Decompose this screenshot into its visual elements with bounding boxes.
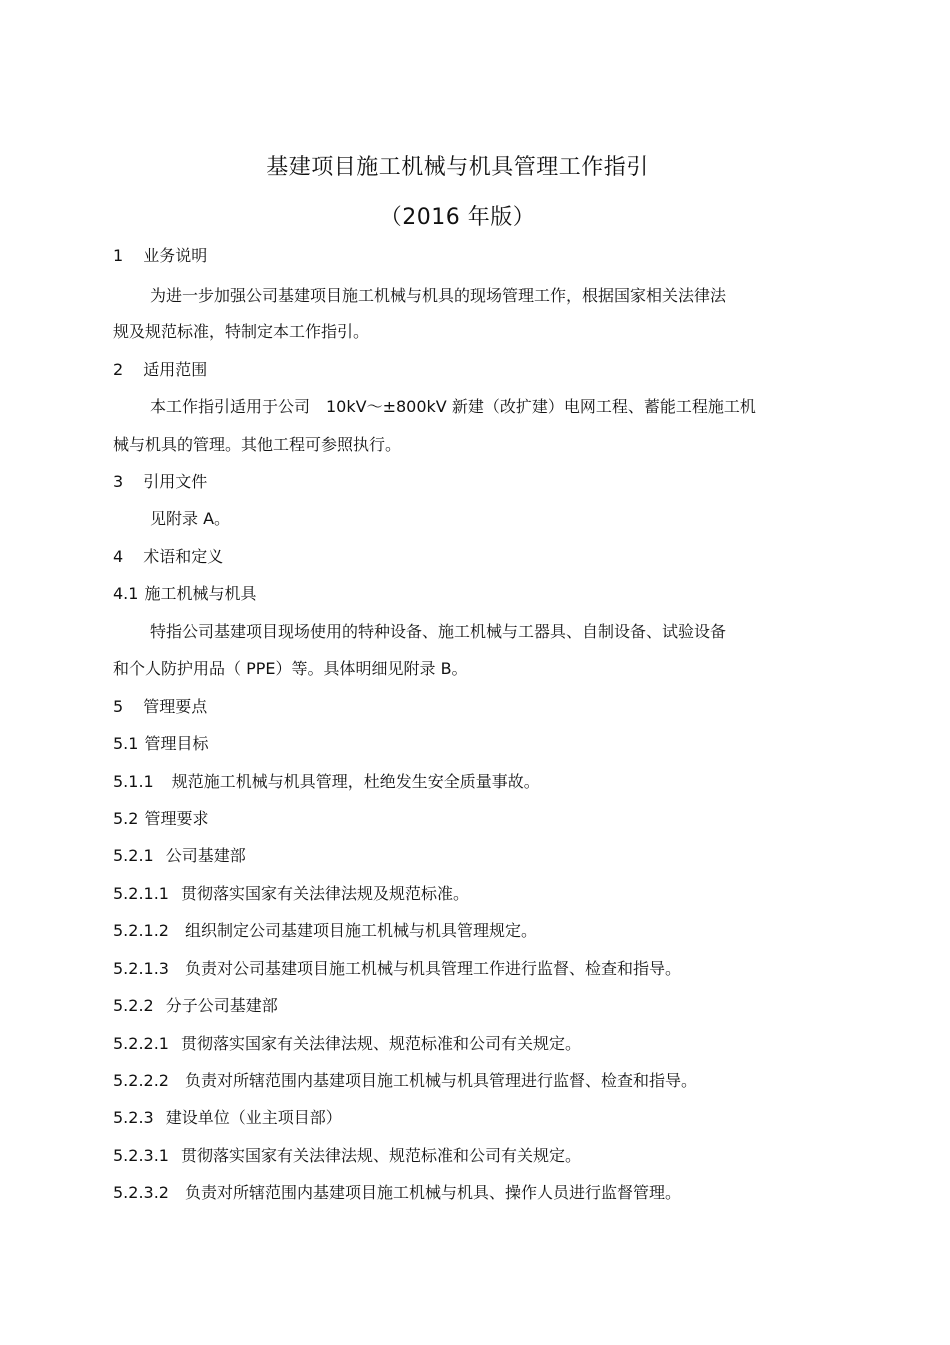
clause-text: 贯彻落实国家有关法律法规、规范标准和公司有关规定。 [180,1034,581,1053]
clause-number: 5.2.1.1 [113,884,169,903]
section-heading [113,360,207,380]
section-title: 管理要点 [143,697,208,716]
clause-text: 组织制定公司基建项目施工机械与机具管理规定。 [184,921,537,940]
paragraph-line: 械与机具的管理。其他工程可参照执行。 [113,435,402,454]
clause-number: 5.2.1.2 [113,921,169,940]
paragraph-line: 规及规范标准，特制定本工作指引。 [113,322,370,341]
section-heading [113,547,223,567]
clause-number: 5.2.2.1 [113,1034,169,1053]
clause-number: 5.2.3.2 [113,1183,169,1202]
paragraph-line: 见附录 A。 [150,509,231,528]
section-heading [113,472,207,492]
section-number: 3 [113,472,124,491]
section-heading [113,996,278,1016]
section-number: 5.2.1 [113,846,154,865]
clause-line [113,1183,681,1203]
section-number: 4.1 [113,584,139,603]
section-title: 管理要求 [144,809,209,828]
section-title: 管理目标 [144,734,209,753]
clause-text: 贯彻落实国家有关法律法规、规范标准和公司有关规定。 [180,1146,581,1165]
clause-line [113,1071,697,1091]
clause-line [113,959,681,979]
clause-text: 贯彻落实国家有关法律法规及规范标准。 [180,884,469,903]
section-number: 4 [113,547,124,566]
document-title: 基建项目施工机械与机具管理工作指引 [266,155,649,180]
section-heading [113,734,208,754]
section-heading [113,697,207,717]
clause-number: 5.1.1 [113,772,154,791]
section-number: 5.1 [113,734,139,753]
section-heading [113,809,208,829]
section-number: 5.2.2 [113,996,154,1015]
clause-text: 负责对所辖范围内基建项目施工机械与机具、操作人员进行监督管理。 [184,1183,681,1202]
clause-number: 5.2.2.2 [113,1071,169,1090]
clause-text: 规范施工机械与机具管理，杜绝发生安全质量事故。 [171,772,540,791]
clause-number: 5.2.3.1 [113,1146,169,1165]
section-heading [113,1108,342,1128]
clause-line [113,1034,581,1054]
paragraph-line: 和个人防护用品（ PPE）等。具体明细见附录 B。 [113,659,468,678]
clause-text: 负责对公司基建项目施工机械与机具管理工作进行监督、检查和指导。 [184,959,681,978]
paragraph-line: 特指公司基建项目现场使用的特种设备、施工机械与工器具、自制设备、试验设备 [150,622,727,641]
section-number: 5 [113,697,124,716]
clause-line [113,884,469,904]
section-number: 5.2.3 [113,1108,154,1127]
section-title: 引用文件 [143,472,208,491]
section-title: 分子公司基建部 [165,996,278,1015]
document-subtitle: （2016 年版） [379,205,536,230]
section-title: 施工机械与机具 [144,584,257,603]
paragraph-line: 为进一步加强公司基建项目施工机械与机具的现场管理工作，根据国家相关法律法 [150,286,727,305]
section-title: 术语和定义 [143,547,224,566]
paragraph-line: 本工作指引适用于公司 10kV～±800kV 新建（改扩建）电网工程、蓄能工程施工机 [150,397,756,416]
section-number: 2 [113,360,124,379]
clause-line [113,1146,581,1166]
clause-number: 5.2.1.3 [113,959,169,978]
section-number: 1 [113,246,124,265]
section-title: 公司基建部 [165,846,246,865]
section-title: 业务说明 [143,246,208,265]
clause-text: 负责对所辖范围内基建项目施工机械与机具管理进行监督、检查和指导。 [184,1071,697,1090]
section-title: 适用范围 [143,360,208,379]
section-heading [113,584,256,604]
section-title: 建设单位（业主项目部） [165,1108,342,1127]
clause-line [113,772,540,792]
section-number: 5.2 [113,809,139,828]
clause-line [113,921,537,941]
section-heading [113,846,246,866]
section-heading [113,246,207,266]
